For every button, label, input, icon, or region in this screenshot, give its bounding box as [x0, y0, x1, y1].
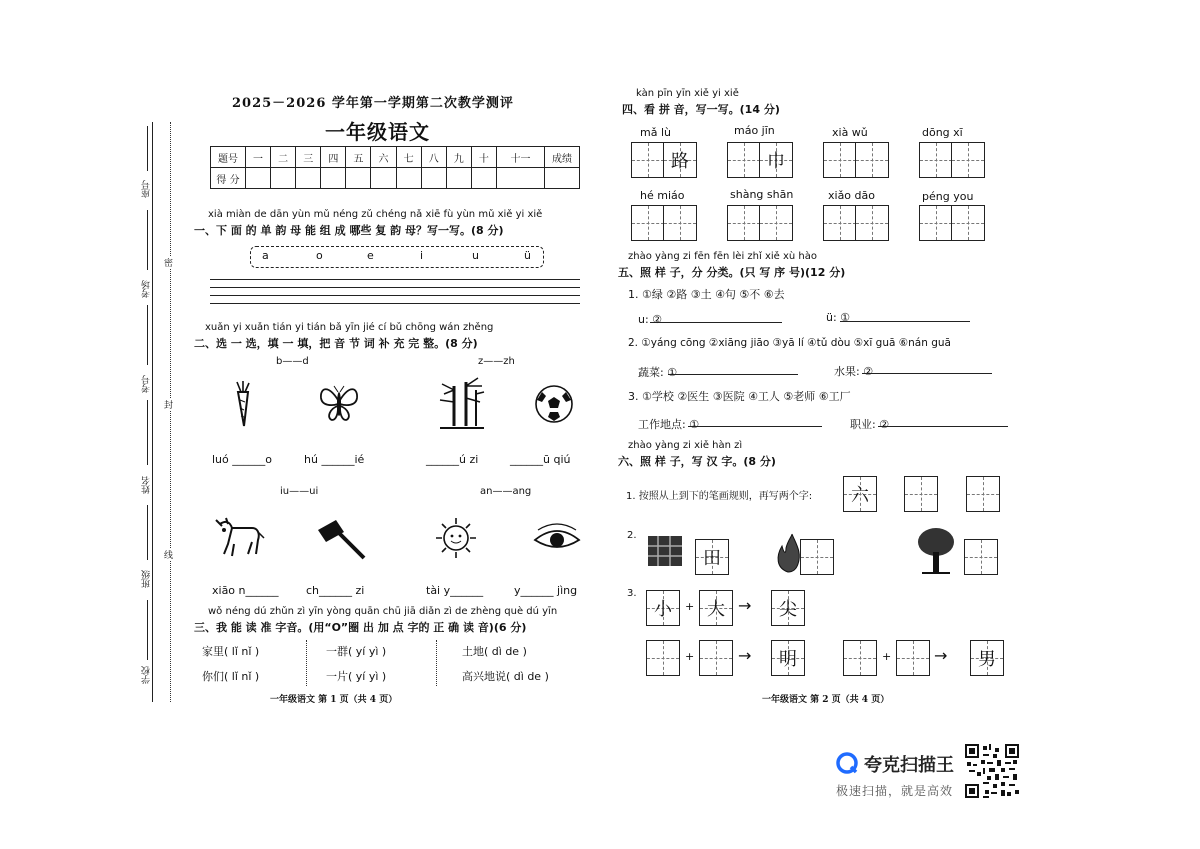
- q6-s1-text: 1. 按照从上到下的笔画规则，再写两个字:: [626, 491, 813, 502]
- q6-s1-box[interactable]: [904, 476, 938, 512]
- score-cell: 九: [446, 147, 471, 168]
- seal-char-mi: 密: [164, 256, 173, 269]
- q2-text: 二、选 一 选，填 一 填，把 音 节 词 补 充 完 整。(8 分): [194, 337, 478, 350]
- q3-text: 三、我 能 读 准 字音。(用“O”圈 出 加 点 字的 正 确 读 音)(6 分): [194, 621, 527, 634]
- subject-title: 一年级语文: [325, 120, 430, 144]
- q4-char-box[interactable]: [759, 205, 793, 241]
- q1-letter-a: a: [262, 249, 269, 262]
- q4-py-xiawu: xià wǔ: [832, 126, 868, 139]
- score-input-cell[interactable]: [296, 168, 321, 189]
- seal-dotted-line: [170, 122, 171, 702]
- q6-s3-box-jian: 尖: [771, 590, 805, 626]
- soccer-ball-image: [534, 384, 574, 424]
- q1-letter-i: i: [420, 249, 424, 262]
- score-cell: 六: [371, 147, 396, 168]
- bamboo-image: [438, 376, 486, 432]
- q6-s3-arrow: →: [934, 646, 948, 665]
- score-input-cell[interactable]: [471, 168, 496, 189]
- q3-item-tudi[interactable]: 土地( dì de ): [462, 645, 527, 658]
- q6-s1-box[interactable]: [966, 476, 1000, 512]
- q5-pinyin: zhào yàng zi fēn fēn lèi zhǐ xiě xù hào: [628, 251, 817, 262]
- q6-s3-box[interactable]: [646, 640, 680, 676]
- q4-pinyin: kàn pīn yīn xiě yi xiě: [636, 88, 739, 99]
- score-cell: 四: [321, 147, 346, 168]
- tree-image: [914, 526, 958, 576]
- side-blank: [147, 505, 148, 560]
- q4-char-box[interactable]: 巾: [759, 142, 793, 178]
- q2-fill-xiaoniu[interactable]: xiāo n______: [212, 584, 279, 597]
- side-blank: [147, 210, 148, 270]
- q1-letter-v: ü: [524, 249, 531, 262]
- side-blank: [147, 600, 148, 660]
- q4-char-box[interactable]: [727, 142, 761, 178]
- q6-s2-label: 2.: [627, 530, 637, 541]
- q5-line3-job: 职业: ②: [850, 418, 890, 431]
- side-label-name: 姓名: [142, 476, 152, 494]
- q4-char-box[interactable]: [823, 142, 857, 178]
- q5-line3-job-blank[interactable]: [878, 426, 1008, 427]
- score-input-cell[interactable]: [271, 168, 296, 189]
- q4-char-box[interactable]: [951, 205, 985, 241]
- q2-pinyin: xuǎn yi xuǎn tián yi tián bǎ yīn jié cí bǔ chōng wán zhěng: [205, 322, 494, 333]
- score-cell: 八: [421, 147, 446, 168]
- q3-item-nimen[interactable]: 你们( lǐ nǐ ): [202, 670, 260, 683]
- seal-char-feng: 封: [164, 398, 173, 411]
- q4-char-box[interactable]: [631, 205, 665, 241]
- q4-char-box[interactable]: 路: [663, 142, 697, 178]
- q4-py-pengyou: péng you: [922, 190, 974, 203]
- q5-line2-options: 2. ①yáng cōng ②xiāng jiāo ③yā lí ④tǔ dòu ⑤xī guā ⑥nán guā: [628, 337, 951, 349]
- q2-pair-b-d: b——d: [276, 356, 309, 367]
- score-cell: 题号: [211, 147, 246, 168]
- eye-image: [532, 522, 582, 556]
- q4-char-box[interactable]: [919, 142, 953, 178]
- q2-fill-hu[interactable]: hú ______ié: [304, 453, 365, 466]
- score-input-cell[interactable]: [446, 168, 471, 189]
- q3-item-gaoxing[interactable]: 高兴地说( dì de ): [462, 670, 549, 683]
- q2-fill-yanjing[interactable]: y______ jìng: [514, 584, 578, 597]
- q3-pinyin: wǒ néng dú zhǔn zì yīn yòng quān chū jiā diǎn zì de zhèng què dú yīn: [208, 606, 558, 617]
- side-blank: [147, 305, 148, 365]
- watermark-slogan: 极速扫描，就是高效: [836, 784, 954, 798]
- q5-line1-options: 1. ①绿 ②路 ③土 ④句 ⑤不 ⑥去: [628, 288, 785, 301]
- score-cell: 七: [396, 147, 421, 168]
- q1-letter-u: u: [472, 249, 479, 262]
- q2-fill-zuqiu[interactable]: ______ū qiú: [510, 453, 571, 466]
- q4-char-box[interactable]: [727, 205, 761, 241]
- q4-py-hemiao: hé miáo: [640, 189, 685, 202]
- score-cell: 三: [296, 147, 321, 168]
- q6-s3-plus: +: [685, 600, 695, 613]
- q2-fill-taiyang[interactable]: tài y______: [426, 584, 484, 597]
- field-image: [644, 530, 686, 572]
- ox-image: [212, 514, 266, 560]
- q4-py-xiaodao: xiǎo dāo: [828, 189, 875, 202]
- q4-char-box[interactable]: [855, 205, 889, 241]
- q4-py-dongxi: dōng xī: [922, 126, 963, 139]
- score-cell: 十一: [496, 147, 544, 168]
- qr-code-image: [965, 744, 1019, 798]
- score-table-header-row: [211, 147, 580, 168]
- seal-char-xian: 线: [164, 548, 173, 561]
- q3-divider: [306, 640, 307, 686]
- q6-s3-box-xiao: 小: [646, 590, 680, 626]
- score-input-cell[interactable]: [246, 168, 271, 189]
- q4-char-box[interactable]: [855, 142, 889, 178]
- q5-line2-veg: 蔬菜: ①: [638, 366, 678, 379]
- q5-line2-fruit-blank[interactable]: [862, 373, 992, 374]
- q3-divider: [436, 640, 437, 686]
- q5-line1-u-blank[interactable]: [650, 322, 782, 323]
- q3-item-yipian[interactable]: 一片( yí yì ): [326, 670, 387, 683]
- q4-char-box[interactable]: [951, 142, 985, 178]
- q2-pair-iu-ui: iu——ui: [280, 486, 319, 497]
- butterfly-image: [318, 382, 360, 426]
- q1-letter-box: [250, 246, 544, 268]
- side-label-class: 班级: [142, 570, 152, 588]
- score-table: [210, 146, 580, 189]
- page1-footer: 一年级语文 第 1 页（共 4 页）: [270, 695, 398, 705]
- score-cell: 得 分: [211, 168, 246, 189]
- side-label-number: 考号: [142, 375, 152, 393]
- q5-line2-veg-blank[interactable]: [668, 374, 798, 375]
- q1-writing-lines[interactable]: [210, 279, 580, 311]
- binding-line: [152, 122, 153, 702]
- exam-header-title: 2025－2026 学年第一学期第二次教学测评: [232, 96, 514, 111]
- q6-s2-box[interactable]: [964, 539, 998, 575]
- q4-char-box[interactable]: [823, 205, 857, 241]
- q6-s3-plus: +: [685, 650, 695, 663]
- q6-text: 六、照 样 子，写 汉 字。(8 分): [618, 455, 776, 468]
- q6-pinyin: zhào yàng zi xiě hàn zì: [628, 440, 743, 451]
- page2-footer: 一年级语文 第 2 页（共 4 页）: [762, 695, 890, 705]
- quark-logo-icon: [836, 752, 858, 774]
- q3-item-yiqun[interactable]: 一群( yí yì ): [326, 645, 387, 658]
- q2-fill-luo[interactable]: luó ______o: [212, 453, 272, 466]
- q6-s3-box[interactable]: [699, 640, 733, 676]
- q3-item-jiali[interactable]: 家里( lǐ nǐ ): [202, 645, 260, 658]
- q2-pair-an-ang: an——ang: [480, 486, 532, 497]
- q1-pinyin: xià miàn de dān yùn mǔ néng zǔ chéng nǎ xiē fù yùn mǔ xiě yi xiě: [208, 209, 543, 220]
- q5-line3-options: 3. ①学校 ②医生 ③医院 ④工人 ⑤老师 ⑥工厂: [628, 390, 851, 403]
- side-label-seat: 座号: [142, 180, 152, 198]
- hammer-image: [314, 516, 370, 562]
- q4-char-box[interactable]: [631, 142, 665, 178]
- q6-s3-box-ming: 明: [771, 640, 805, 676]
- q2-fill-zhuzi[interactable]: ______ú zi: [426, 453, 479, 466]
- score-input-cell[interactable]: [421, 168, 446, 189]
- score-input-cell[interactable]: [496, 168, 544, 189]
- q5-line1-v: ü: ①: [826, 311, 851, 324]
- q4-py-maojin: máo jīn: [734, 124, 775, 137]
- q6-s2-box[interactable]: [800, 539, 834, 575]
- q2-pair-z-zh: z——zh: [478, 356, 515, 367]
- side-label-school: 学校: [142, 666, 152, 684]
- q6-s3-box[interactable]: [843, 640, 877, 676]
- sun-image: [432, 514, 480, 562]
- score-input-cell[interactable]: [321, 168, 346, 189]
- q5-text: 五、照 样 子，分 分类。(只 写 序 号)(12 分): [618, 266, 846, 279]
- q6-s3-box[interactable]: [896, 640, 930, 676]
- score-cell: 二: [271, 147, 296, 168]
- score-cell: 五: [346, 147, 371, 168]
- score-input-cell[interactable]: [545, 168, 580, 189]
- q1-letter-o: o: [316, 249, 323, 262]
- q6-s3-arrow: →: [738, 646, 752, 665]
- q4-char-box[interactable]: [919, 205, 953, 241]
- q1-text: 一、下 面 的 单 韵 母 能 组 成 哪些 复 韵 母？写一写。(8 分): [194, 224, 504, 237]
- q6-s3-arrow: →: [738, 596, 752, 615]
- side-blank: [147, 126, 148, 171]
- score-input-cell[interactable]: [396, 168, 421, 189]
- q4-char-box[interactable]: [663, 205, 697, 241]
- q6-s3-box-nan: 男: [970, 640, 1004, 676]
- q6-s1-example-box: 六: [843, 476, 877, 512]
- q4-py-shangshan: shàng shān: [730, 188, 794, 201]
- q5-line3-place-blank[interactable]: [688, 426, 822, 427]
- q5-line1-v-blank[interactable]: [840, 321, 970, 322]
- watermark-brand: 夸克扫描王: [864, 755, 954, 776]
- score-cell: 一: [246, 147, 271, 168]
- q6-s3-plus: +: [882, 650, 892, 663]
- score-input-cell[interactable]: [371, 168, 396, 189]
- score-cell: 十: [471, 147, 496, 168]
- q5-line2-fruit: 水果: ②: [834, 365, 874, 378]
- q6-s2-example-box: 田: [695, 539, 729, 575]
- q4-text: 四、看 拼 音，写一写。(14 分): [622, 103, 780, 116]
- q5-line1-u: u: ②: [638, 313, 663, 326]
- q6-s3-box-da: 大: [699, 590, 733, 626]
- score-input-cell[interactable]: [346, 168, 371, 189]
- side-blank: [147, 400, 148, 465]
- q4-py-malu: mǎ lù: [640, 126, 671, 139]
- q5-line3-place: 工作地点: ①: [638, 418, 700, 431]
- q6-s3-label: 3.: [627, 588, 637, 599]
- q2-fill-chuizi[interactable]: ch______ zi: [306, 584, 365, 597]
- q1-letter-e: e: [367, 249, 374, 262]
- carrot-image: [230, 380, 256, 428]
- side-label-room: 考场: [142, 280, 152, 298]
- score-cell: 成绩: [545, 147, 580, 168]
- score-table-score-row: [211, 168, 580, 189]
